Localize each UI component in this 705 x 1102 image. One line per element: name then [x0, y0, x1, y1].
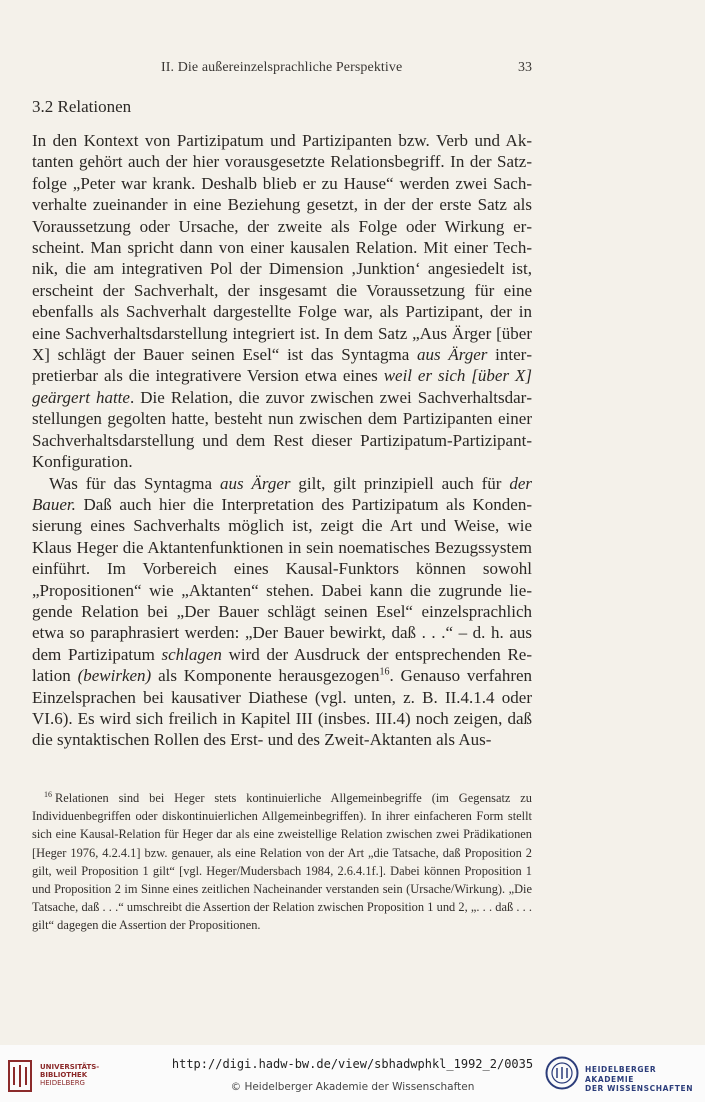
running-title: II. Die außereinzelsprachliche Perspektive	[161, 60, 403, 75]
text-run: . Die Relation, die zuvor zwischen zwei Sachverhaltsdarstellungen gegolten hatte, besteht nun zwischen dem Partizipanten einer Sachverhaltsdarstellung und dem Rest dieser Partizipatum-Partizipant-Konfiguration.	[32, 387, 533, 472]
academy-name	[585, 1065, 705, 1094]
section-heading: 3.2 Relationen	[32, 97, 132, 116]
page-number: 33	[518, 60, 532, 75]
italic-term: der Bauer.	[32, 473, 532, 514]
text-run: gilt, gilt prinzipiell auch für	[298, 473, 502, 493]
footnote-reference: 16	[379, 666, 390, 678]
footnote	[32, 789, 532, 935]
permalink-url[interactable]: http://digi.hadw-bw.de/view/sbhadwphkl_1992_2/0035	[171, 1057, 534, 1071]
academy-seal-logo-icon	[545, 1056, 579, 1090]
text-run: wird der Ausdruck der entsprechenden Relation	[32, 644, 533, 686]
italic-term: schlagen	[161, 644, 222, 664]
text-run: In den Kontext von Partizipatum und Partizipanten bzw. Verb und Aktanten gehört auch der hier vorausgesetzte Relationsbegriff. In der Satzfolge „Peter war krank. Deshalb blieb er zu Hause“ werden zwei Sachverhalte zueinander in eine Beziehung gesetzt, in der der erste Satz als Voraussetzung oder Ursache, der zweite als Folge oder Wirkung erscheint. Man spricht dann von einer kausalen Relation. Mit einer Technik, die am integrativen Pol der Dimension ‚Junktion‘ angesiedelt ist, erscheint der Sachverhalt, der insgesamt die Voraussetzung für eine ebenfalls als Sachverhalt dargestellte Folge war, als Partizipant, der in eine Sachverhaltsdarstellung integriert ist. In dem Satz „Aus Ärger [über X] schlägt der Bauer seinen Esel“ ist das Syntagma	[32, 131, 532, 365]
footnote-paragraph	[32, 789, 532, 935]
text-run: als Komponente herausgezogen	[158, 666, 380, 686]
viewer-footer	[0, 1045, 705, 1102]
copyright-notice: © Heidelberger Akademie der Wissenschaften	[230, 1081, 475, 1093]
body-text	[32, 130, 532, 751]
academy-name-line: DER WISSENSCHAFTEN	[585, 1084, 694, 1093]
library-name-line: HEIDELBERG	[40, 1079, 85, 1087]
paragraph-2	[32, 473, 532, 751]
footnote-text: Relationen sind bei Heger stets kontinuierliche Allgemeinbegriffe (im Gegensatz zu Individuenbegriffen oder diskontinuierlichen Allgemeinbegriffen). In ihrer einfacheren Form stellt sich eine Kausal-Relation für Heger dar als eine zweistellige Relation zwischen zwei Prädikationen [Heger 1976, 4.2.4.1] bzw. genauer, als eine Relation von der Art „die Tatsache, daß Proposition 2 gilt, weil Proposition 1 gilt“ [vgl. Heger/Mudersbach 1984, 2.6.4.1f.]. Dabei können Proposition 1 und Proposition 2 im Sinne eines zeitlichen Nacheinander verstanden sein (Ursache/Wirkung). „Die Tatsache, daß . . .“ umschreibt die Assertion der Relation zwischen Proposition 1 und 2, „. . . daß . . . gilt“ dagegen die Assertion der Propositionen.	[32, 791, 532, 933]
text-run: Was für das Syntagma	[49, 473, 213, 493]
italic-term: weil er sich [über X] geärgert hatte	[32, 366, 532, 407]
library-name-line: BIBLIOTHEK	[40, 1071, 88, 1079]
text-run: Daß auch hier die Interpretation des Partizipatum als Kondensierung eines Sachverhalts möglich ist, zeigt die Art und Weise, wie Klaus Heger die Aktantenfunktionen in sein noematisches Bezugssystem einführt. Im Vorbereich eines Kausal-Funktors können sowohl „Propositionen“ wie „Aktanten“ stehen. Dabei kann die zugrunde liegende Relation bei „Der Bauer schlägt seinen Esel“ einzelsprachlich etwa so paraphrasiert werden: „Der Bauer bewirkt, daß . . .“ – d. h. aus dem Partizipatum	[32, 494, 533, 664]
italic-term: (bewirken)	[77, 666, 152, 686]
italic-term: aus Ärger	[417, 345, 488, 365]
academy-name-line: HEIDELBERGER AKADEMIE	[585, 1065, 657, 1084]
library-name-line: UNIVERSITÄTS-	[40, 1063, 100, 1071]
text-run: interpretierbar als die integrativere Version etwa eines	[32, 345, 532, 386]
paragraph-1	[32, 130, 532, 473]
text-run: . Genauso verfahren Einzelsprachen bei kausativer Diathese (vgl. unten, z. B. II.4.1.4 oder VI.6). Es wird sich freilich in Kapitel III (insbes. III.4) noch zeigen, daß die syntaktischen Rollen des Erst- und des Zweit-Aktanten als Aus-	[32, 666, 533, 750]
footnote-number: 16	[44, 789, 52, 799]
italic-term: aus Ärger	[219, 473, 291, 493]
